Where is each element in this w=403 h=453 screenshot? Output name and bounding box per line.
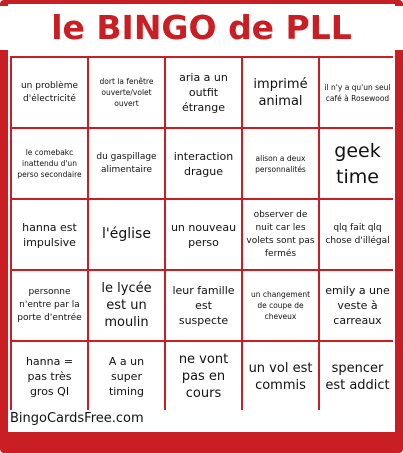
bingo-cell-r4c2[interactable]: le lycée est un moulin: [89, 271, 164, 340]
bingo-cell-r3c4[interactable]: observer de nuit car les volets sont pas fermés: [243, 200, 318, 269]
bingo-cell-r2c1[interactable]: le comebakc inattendu d'un perso secondaire: [12, 129, 87, 198]
bingo-cell-r3c2[interactable]: l'église: [89, 200, 164, 269]
bingo-cell-r1c2[interactable]: dort la fenêtre ouverte/volet ouvert: [89, 58, 164, 127]
card-title: le BINGO de PLL: [0, 6, 403, 50]
bingo-cell-r1c5[interactable]: il n'y a qu'un seul café à Rosewood: [320, 58, 395, 127]
bingo-cell-r5c1[interactable]: hanna = pas très gros QI: [12, 342, 87, 411]
bingo-cell-r4c1[interactable]: personne n'entre par la porte d'entrée: [12, 271, 87, 340]
bingo-cell-r5c2[interactable]: A a un super timing: [89, 342, 164, 411]
bingo-cell-r3c1[interactable]: hanna est impulsive: [12, 200, 87, 269]
bingo-cell-r4c5[interactable]: emily a une veste à carreaux: [320, 271, 395, 340]
bingo-cell-r2c2[interactable]: du gaspillage alimentaire: [89, 129, 164, 198]
bingo-cell-r5c3[interactable]: ne vont pas en cours: [166, 342, 241, 411]
bingo-board: [8, 52, 395, 432]
bingo-cell-r5c4[interactable]: un vol est commis: [243, 342, 318, 411]
footer-site-label: BingoCardsFree.com: [10, 411, 144, 426]
bingo-cell-r3c5[interactable]: qlq fait qlq chose d'illégal: [320, 200, 395, 269]
bingo-cell-r1c1[interactable]: un problème d'électricité: [12, 58, 87, 127]
bingo-cell-r1c4[interactable]: imprimé animal: [243, 58, 318, 127]
bingo-cell-r1c3[interactable]: aria a un outfit étrange: [166, 58, 241, 127]
bingo-cell-r4c4[interactable]: un changement de coupe de cheveux: [243, 271, 318, 340]
bingo-cell-r2c5[interactable]: geek time: [320, 129, 395, 198]
bingo-cell-r2c4[interactable]: alison a deux personnalités: [243, 129, 318, 198]
bingo-cell-r5c5[interactable]: spencer est addict: [320, 342, 395, 411]
bingo-grid: [10, 56, 393, 410]
bingo-cell-r4c3[interactable]: leur famille est suspecte: [166, 271, 241, 340]
bingo-cell-r2c3[interactable]: interaction drague: [166, 129, 241, 198]
bingo-cell-r3c3[interactable]: un nouveau perso: [166, 200, 241, 269]
